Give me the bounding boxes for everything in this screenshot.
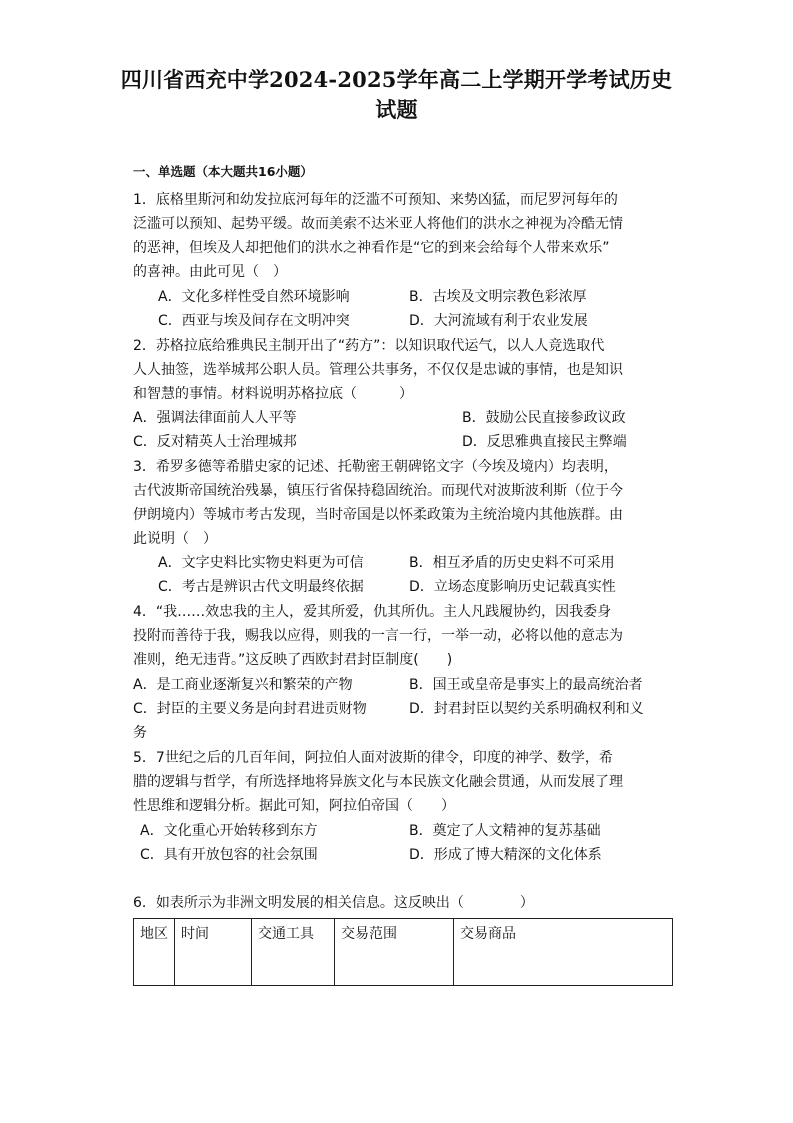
question-text-line: 腊的逻辑与哲学，有所选择地将异族文化与本民族文化融会贯通，从而发展了理	[133, 774, 623, 790]
question-text-line: 3．希罗多德等希腊史家的记述、托勒密王朝碑铭文字（今埃及境内）均表明，	[133, 459, 618, 475]
exam-title-line-1: 四川省西充中学2024-2025学年高二上学期开学考试历史	[120, 67, 673, 92]
option-d: D．反思雅典直接民主弊端	[462, 434, 627, 450]
option-c: C．反对精英人士治理城邦	[133, 434, 297, 450]
question-text-line: 泛滥可以预知、起势平缓。故而美索不达米亚人将他们的洪水之神视为冷酷无情	[133, 216, 623, 232]
question-text-line: 5．7世纪之后的几百年间，阿拉伯人面对波斯的律令，印度的神学、数学，希	[133, 750, 613, 766]
section-heading: 一、单选题（本大题共16小题）	[133, 164, 313, 179]
question-text-line: 投附而善待于我，赐我以应得，则我的一言一行，一举一动，必将以他的意志为	[133, 628, 623, 644]
option-b: B．鼓励公民直接参政议政	[462, 410, 626, 426]
question-text-line: 6．如表所示为非洲文明发展的相关信息。这反映出（ ）	[133, 895, 534, 911]
question-text-line: 1．底格里斯河和幼发拉底河每年的泛滥不可预知、来势凶猛，而尼罗河每年的	[133, 192, 618, 208]
table-header-cell: 时间	[175, 919, 252, 986]
question-text-line: 准则，绝无违背。”这反映了西欧封君封臣制度( )	[133, 652, 453, 668]
option-a: A．强调法律面前人人平等	[133, 410, 297, 426]
option-d: D．封君封臣以契约关系明确权利和义	[409, 701, 644, 717]
option-a: A．文化多样性受自然环境影响	[158, 289, 350, 305]
option-c: C．封臣的主要义务是向封君进贡财物	[133, 701, 367, 717]
option-a: A．是工商业逐渐复兴和繁荣的产物	[133, 677, 353, 693]
option-d-continued: 务	[133, 725, 147, 741]
table-header-cell: 地区	[134, 919, 175, 986]
option-b: B．相互矛盾的历史史料不可采用	[409, 555, 615, 571]
option-b: B．奠定了人文精神的复苏基础	[409, 823, 601, 839]
option-c: C．西亚与埃及间存在文明冲突	[158, 313, 350, 329]
option-d: D．立场态度影响历史记载真实性	[409, 579, 616, 595]
question-text-line: 2．苏格拉底给雅典民主制开出了“药方”：以知识取代运气，以人人竞选取代	[133, 338, 605, 354]
question-text-line: 的恶神，但埃及人却把他们的洪水之神看作是“它的到来会给每个人带来欢乐”	[133, 240, 610, 256]
exam-title-line-2: 试题	[375, 97, 418, 122]
table-header-cell: 交易商品	[454, 919, 673, 986]
question-text-line: 此说明（ ）	[133, 531, 217, 547]
option-d: D．大河流域有利于农业发展	[409, 313, 588, 329]
question-text-line: 和智慧的事情。材料说明苏格拉底（ ）	[133, 386, 413, 402]
option-a: A．文化重心开始转移到东方	[140, 823, 318, 839]
question-text-line: 性思维和逻辑分析。据此可知，阿拉伯帝国（ ）	[133, 798, 455, 814]
question-text-line: 古代波斯帝国统治残暴，镇压行省保持稳固统治。而现代对波斯波利斯（位于今	[133, 483, 623, 499]
table-header-cell: 交易范围	[335, 919, 454, 986]
table-header-row	[134, 919, 673, 986]
question-text-line: 4．“我……效忠我的主人，爱其所爱，仇其所仇。主人凡践履协约，因我委身	[133, 604, 612, 620]
option-d: D．形成了博大精深的文化体系	[409, 847, 602, 863]
question-text-line: 人人抽签，选举城邦公职人员。管理公共事务，不仅仅是忠诚的事情，也是知识	[133, 362, 623, 378]
option-b: B．古埃及文明宗教色彩浓厚	[409, 289, 587, 305]
option-c: C．考古是辨识古代文明最终依据	[158, 579, 364, 595]
question-text-line: 的喜神。由此可见（ ）	[133, 264, 287, 280]
option-a: A．文字史料比实物史料更为可信	[158, 555, 364, 571]
option-b: B．国王或皇帝是事实上的最高统治者	[409, 677, 643, 693]
africa-civilization-table	[133, 918, 673, 986]
question-text-line: 伊朗境内）等城市考古发现，当时帝国是以怀柔政策为主统治境内其他族群。由	[133, 507, 623, 523]
option-c: C．具有开放包容的社会氛围	[140, 847, 318, 863]
table-header-cell: 交通工具	[252, 919, 335, 986]
